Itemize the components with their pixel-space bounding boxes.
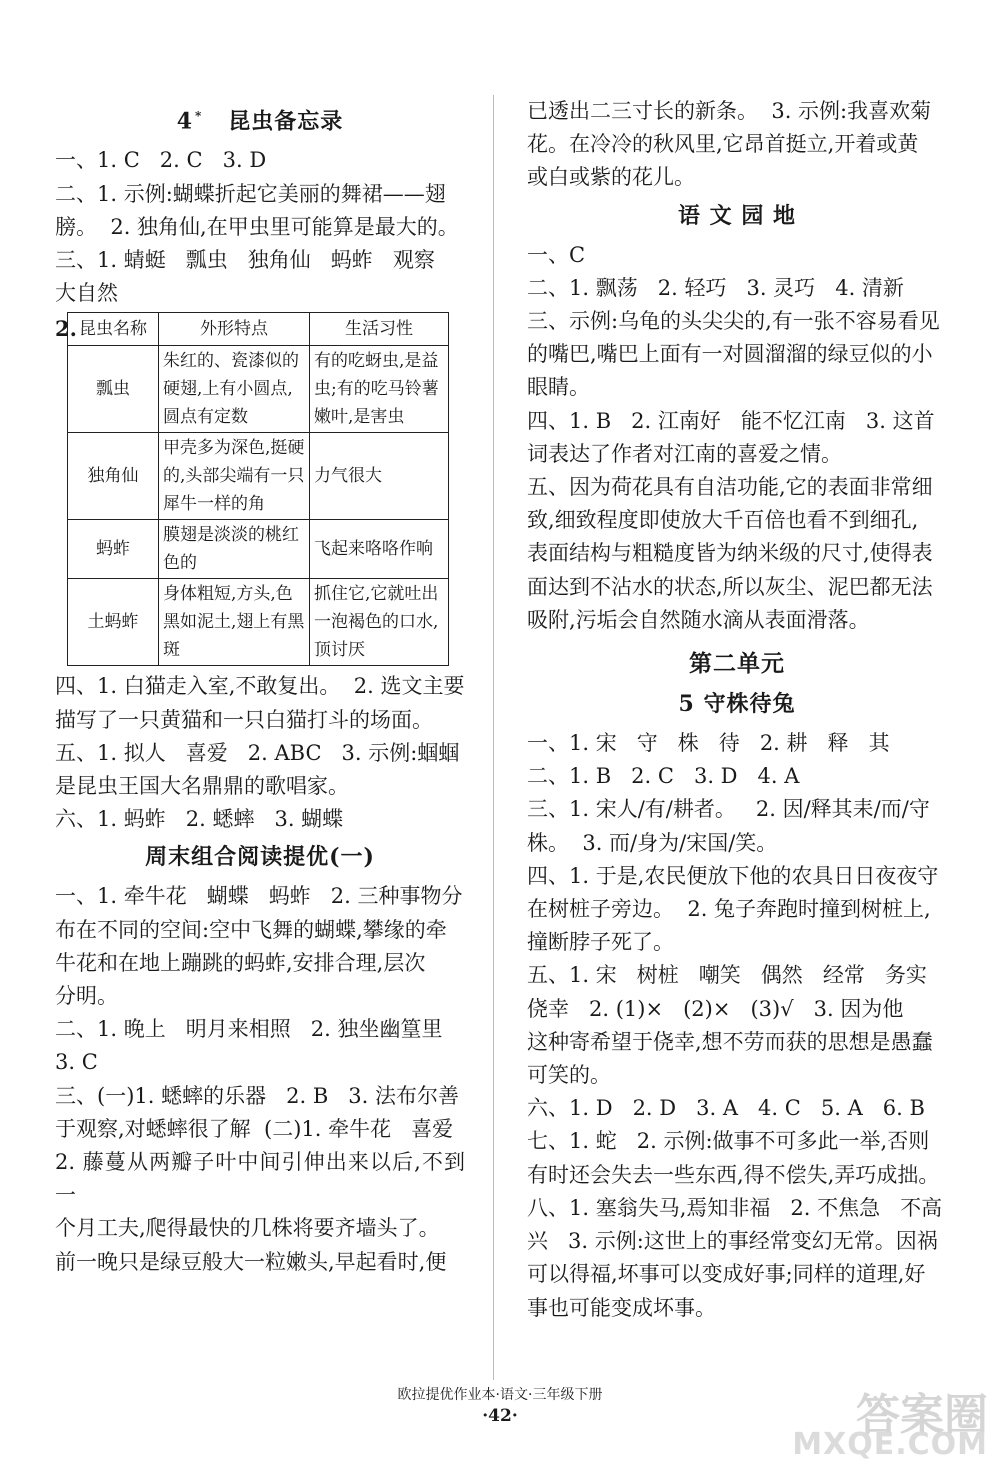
table-header-row <box>68 313 449 346</box>
insect-table <box>67 312 449 666</box>
answer-line: 四、1. 于是,农民便放下他的农具日日夜夜守 <box>527 863 939 888</box>
answer-line: 一、1. 牵牛花 蝴蝶 蚂蚱 2. 三种事物分 <box>55 884 463 909</box>
table-cell-name: 瓢虫 <box>68 346 159 433</box>
table-header: 昆虫名称 <box>68 313 159 346</box>
table-cell-habit: 飞起来咯咯作响 <box>310 520 449 579</box>
table-question-number: 2. <box>55 316 77 342</box>
column-divider <box>493 95 494 1380</box>
answer-line: 五、因为荷花具有自洁功能,它的表面非常细 <box>527 475 933 500</box>
answer-line: 兴 3. 示例:这世上的事经常变幻无常。因祸 <box>527 1229 938 1254</box>
book-footer: 欧拉提优作业本·语文·三年级下册 <box>397 1387 603 1403</box>
table-cell-shape: 甲壳多为深色,挺硬的,头部尖端有一只犀牛一样的角 <box>159 433 310 520</box>
answer-line: 三、示例:乌龟的头尖尖的,有一张不容易看见 <box>527 309 940 334</box>
lesson-title-text: 昆虫备忘录 <box>228 108 344 135</box>
answer-line: 前一晚只是绿豆般大一粒嫩头,早起看时,便 <box>55 1249 447 1274</box>
answer-line: 八、1. 塞翁失马,焉知非福 2. 不焦急 不高 <box>527 1195 943 1220</box>
answer-line: 牛花和在地上蹦跳的蚂蚱,安排合理,层次 <box>55 950 426 975</box>
watermark-logo <box>778 1379 988 1465</box>
lesson-4-answers-a <box>55 144 465 310</box>
table-header: 生活习性 <box>310 313 449 346</box>
answer-line: 四、1. B 2. 江南好 能不忆江南 3. 这首 <box>527 408 935 433</box>
answer-line: 膀。 2. 独角仙,在甲虫里可能算是最大的。 <box>55 214 459 239</box>
page-number: ·42· <box>482 1406 518 1426</box>
answer-line: 于观察,对蟋蟀很了解 (二)1. 牵牛花 喜爱 <box>55 1116 454 1141</box>
lesson-4-answers-b <box>55 670 465 836</box>
lesson-5-answers <box>527 727 947 1325</box>
answer-line: 吸附,污垢会自然随水滴从表面滑落。 <box>527 607 870 632</box>
table-row <box>68 346 449 433</box>
answer-line: 一、1. C 2. C 3. D <box>55 148 267 173</box>
unit-two-title: 第二单元 <box>689 650 785 678</box>
table-cell-shape: 膜翅是淡淡的桃红色的 <box>159 520 310 579</box>
answer-line: 在树桩子旁边。 2. 兔子奔跑时撞到树桩上, <box>527 897 931 922</box>
answer-line: 表面结构与粗糙度皆为纳米级的尺寸,使得表 <box>527 541 933 566</box>
answer-line: 是昆虫王国大名鼎鼎的歌唱家。 <box>55 773 349 798</box>
table-cell-name: 独角仙 <box>68 433 159 520</box>
continued-answers <box>527 95 947 195</box>
chinese-garden-title: 语 文 园 地 <box>678 202 796 229</box>
answer-line: 致,细致程度即使放大千百倍也看不到细孔, <box>527 508 919 533</box>
answer-line: 六、1. 蚂蚱 2. 蟋蟀 3. 蝴蝶 <box>55 807 344 832</box>
answer-line: 四、1. 白猫走入室,不敢复出。 2. 选文主要 <box>55 674 465 699</box>
answer-line: 面达到不沾水的状态,所以灰尘、泥巴都无法 <box>527 574 933 599</box>
answer-line: 3. C <box>55 1050 98 1075</box>
table-cell-habit: 抓住它,它就吐出一泡褐色的口水,顶讨厌 <box>310 579 449 666</box>
answer-line: 五、1. 宋 树桩 嘲笑 偶然 经常 务实 <box>527 963 927 988</box>
answer-line: 这种寄希望于侥幸,想不劳而获的思想是愚蠢 <box>527 1029 933 1054</box>
chinese-garden-answers <box>527 239 947 637</box>
lesson-4-title <box>55 101 465 136</box>
answer-line: 大自然 <box>55 281 118 306</box>
answer-line: 一、1. 宋 守 株 待 2. 耕 释 其 <box>527 731 890 756</box>
answer-line: 花。在冷冷的秋风里,它昂首挺立,开着或黄 <box>527 132 919 157</box>
answer-line: 撞断脖子死了。 <box>527 930 674 955</box>
answer-line: 分明。 <box>55 983 118 1008</box>
table-header: 外形特点 <box>159 313 310 346</box>
lesson-5-title: 5 守株待兔 <box>678 691 796 718</box>
left-column <box>55 95 465 1279</box>
answer-line: 五、1. 拟人 喜爱 2. ABC 3. 示例:蝈蝈 <box>55 740 460 765</box>
table-cell-name: 土蚂蚱 <box>68 579 159 666</box>
table-row <box>68 579 449 666</box>
answer-line: 侥幸 2. (1)× (2)× (3)√ 3. 因为他 <box>527 996 904 1021</box>
answer-line: 二、1. B 2. C 3. D 4. A <box>527 764 800 789</box>
right-column <box>527 95 947 1325</box>
answer-line: 可笑的。 <box>527 1063 611 1088</box>
answer-line: 二、1. 飘荡 2. 轻巧 3. 灵巧 4. 清新 <box>527 275 904 300</box>
table-cell-shape: 身体粗短,方头,色黑如泥土,翅上有黑斑 <box>159 579 310 666</box>
answer-line: 词表达了作者对江南的喜爱之情。 <box>527 441 842 466</box>
table-cell-name: 蚂蚱 <box>68 520 159 579</box>
answer-line: 三、1. 蜻蜓 瓢虫 独角仙 蚂蚱 观察 <box>55 247 435 272</box>
optional-lesson-star: * <box>195 109 203 123</box>
answer-line: 二、1. 晚上 明月来相照 2. 独坐幽篁里 <box>55 1017 443 1042</box>
answer-line: 一、C <box>527 242 586 267</box>
answer-line: 的嘴巴,嘴巴上面有一对圆溜溜的绿豆似的小 <box>527 342 933 367</box>
answer-line: 三、(一)1. 蟋蟀的乐器 2. B 3. 法布尔善 <box>55 1083 460 1108</box>
table-row <box>68 433 449 520</box>
answer-line: 七、1. 蛇 2. 示例:做事不可多此一举,否则 <box>527 1129 930 1154</box>
answer-line: 或白或紫的花儿。 <box>527 165 695 190</box>
answer-line: 二、1. 示例:蝴蝶折起它美丽的舞裙——翅 <box>55 181 446 206</box>
table-cell-shape: 朱红的、瓷漆似的硬翅,上有小圆点,圆点有定数 <box>159 346 310 433</box>
weekend-reading-answers <box>55 880 465 1278</box>
answer-line: 有时还会失去一些东西,得不偿失,弄巧成拙。 <box>527 1162 940 1187</box>
answer-line: 株。 3. 而/身为/宋国/笑。 <box>527 830 778 855</box>
answer-line: 事也可能变成坏事。 <box>527 1295 716 1320</box>
insect-table-block <box>55 312 465 666</box>
table-cell-habit: 有的吃蚜虫,是益虫;有的吃马铃薯嫩叶,是害虫 <box>310 346 449 433</box>
lesson-number: 4 <box>176 108 194 135</box>
answer-line: 可以得福,坏事可以变成好事;同样的道理,好 <box>527 1262 926 1287</box>
watermark-text-bottom: MXQE.COM <box>792 1427 988 1462</box>
answer-line: 已透出二三寸长的新条。 3. 示例:我喜欢菊 <box>527 99 932 123</box>
answer-line: 三、1. 宋人/有/耕者。 2. 因/释其耒/而/守 <box>527 797 930 822</box>
weekend-reading-title: 周末组合阅读提优(一) <box>145 844 375 871</box>
table-row <box>68 520 449 579</box>
answer-line: 六、1. D 2. D 3. A 4. C 5. A 6. B <box>527 1096 925 1121</box>
answer-line: 2. 藤蔓从两瓣子叶中间引伸出来以后,不到一 <box>55 1149 465 1208</box>
table-cell-habit: 力气很大 <box>310 433 449 520</box>
watermark-text-top: 答案圈 <box>856 1390 988 1441</box>
answer-line: 描写了一只黄猫和一只白猫打斗的场面。 <box>55 707 433 732</box>
answer-line: 个月工夫,爬得最快的几株将要齐墙头了。 <box>55 1216 440 1241</box>
answer-line: 眼睛。 <box>527 375 590 400</box>
answer-line: 布在不同的空间:空中飞舞的蝴蝶,攀缘的牵 <box>55 917 447 942</box>
